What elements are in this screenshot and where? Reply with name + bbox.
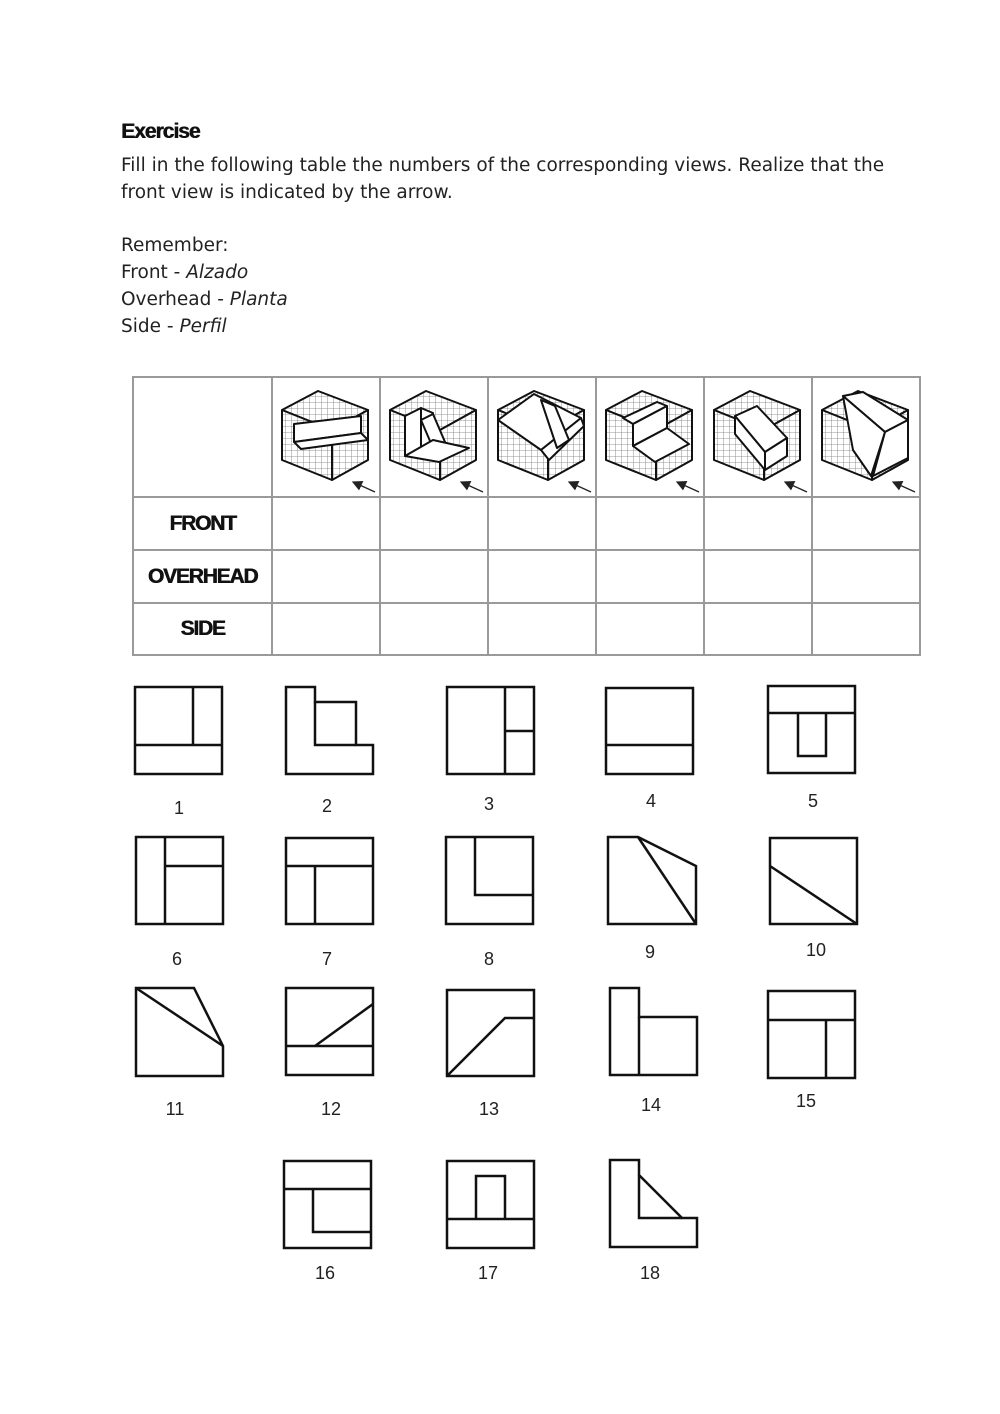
view-9-drawing [608,837,696,924]
front-row [133,497,920,550]
overhead-answer-piece-4[interactable] [596,550,704,603]
overhead-answer-piece-3[interactable] [488,550,596,603]
piece-1-isometric-drawing [273,378,379,496]
overhead-answer-piece-6[interactable] [812,550,920,603]
front-answer-piece-6[interactable] [812,497,920,550]
view-label-7: 7 [321,949,333,969]
piece-3-cell [488,377,596,497]
view-label-2: 2 [321,796,333,816]
side-answer-piece-5[interactable] [704,603,812,655]
side-answer-piece-1[interactable] [272,603,380,655]
view-label-5: 5 [807,791,819,811]
remember-item-side: Side - Perfil [121,316,227,337]
view-label-16: 16 [314,1263,336,1283]
view-17-drawing [447,1161,534,1248]
overhead-row [133,550,920,603]
overhead-row-label: OVERHEAD [133,550,272,603]
exercise-title: Exercise [121,120,200,143]
view-label-12: 12 [320,1099,342,1119]
view-6-drawing [136,837,223,924]
view-16-drawing [284,1161,371,1248]
overhead-answer-piece-2[interactable] [380,550,488,603]
answer-table [132,376,921,656]
view-12-drawing [286,988,373,1075]
piece-4-isometric-drawing [597,378,703,496]
view-5-drawing [768,686,855,773]
front-answer-piece-1[interactable] [272,497,380,550]
remember-block [121,232,288,340]
remember-item-front: Front - Alzado [121,262,249,283]
view-10-drawing [770,838,857,924]
view-7-drawing [286,838,373,924]
view-label-3: 3 [483,794,495,814]
remember-label: Remember: [121,235,229,256]
view-14-drawing [610,988,697,1075]
overhead-answer-piece-1[interactable] [272,550,380,603]
piece-2-isometric-drawing [381,378,487,496]
view-label-13: 13 [478,1099,500,1119]
overhead-answer-piece-5[interactable] [704,550,812,603]
view-label-9: 9 [644,942,656,962]
piece-6-isometric-drawing [813,378,919,496]
instruction-text: Fill in the following table the numbers of the corresponding views. Realize that the front view is indicated by the arrow. [121,155,885,203]
front-answer-piece-2[interactable] [380,497,488,550]
view-1-drawing [135,687,222,774]
side-row-label: SIDE [133,603,272,655]
piece-2-cell [380,377,488,497]
instructions [121,152,911,206]
piece-5-isometric-drawing [705,378,811,496]
view-label-8: 8 [483,949,495,969]
view-3-drawing [447,687,534,774]
front-row-label: FRONT [133,497,272,550]
view-label-1: 1 [173,798,185,818]
view-13-drawing [447,990,534,1076]
side-row [133,603,920,655]
piece-4-cell [596,377,704,497]
view-label-18: 18 [639,1263,661,1283]
view-label-15: 15 [795,1091,817,1111]
side-answer-piece-6[interactable] [812,603,920,655]
piece-5-cell [704,377,812,497]
view-18-drawing [610,1160,697,1247]
view-label-11: 11 [165,1099,185,1119]
front-answer-piece-3[interactable] [488,497,596,550]
view-11-drawing [136,988,223,1076]
orthographic-views [0,670,1000,1310]
front-answer-piece-5[interactable] [704,497,812,550]
front-answer-piece-4[interactable] [596,497,704,550]
remember-item-overhead: Overhead - Planta [121,289,288,310]
view-4-drawing [606,688,693,774]
side-answer-piece-3[interactable] [488,603,596,655]
piece-6-cell [812,377,920,497]
view-2-drawing [286,687,373,774]
view-label-17: 17 [477,1263,499,1283]
side-answer-piece-2[interactable] [380,603,488,655]
view-label-10: 10 [805,940,827,960]
view-15-drawing [768,991,855,1078]
side-answer-piece-4[interactable] [596,603,704,655]
view-label-4: 4 [645,791,657,811]
piece-3-isometric-drawing [489,378,595,496]
piece-header-row [133,377,920,497]
table-corner-cell [133,377,272,497]
view-label-14: 14 [640,1095,662,1115]
view-8-drawing [446,837,533,924]
view-label-6: 6 [171,949,183,969]
piece-1-cell [272,377,380,497]
